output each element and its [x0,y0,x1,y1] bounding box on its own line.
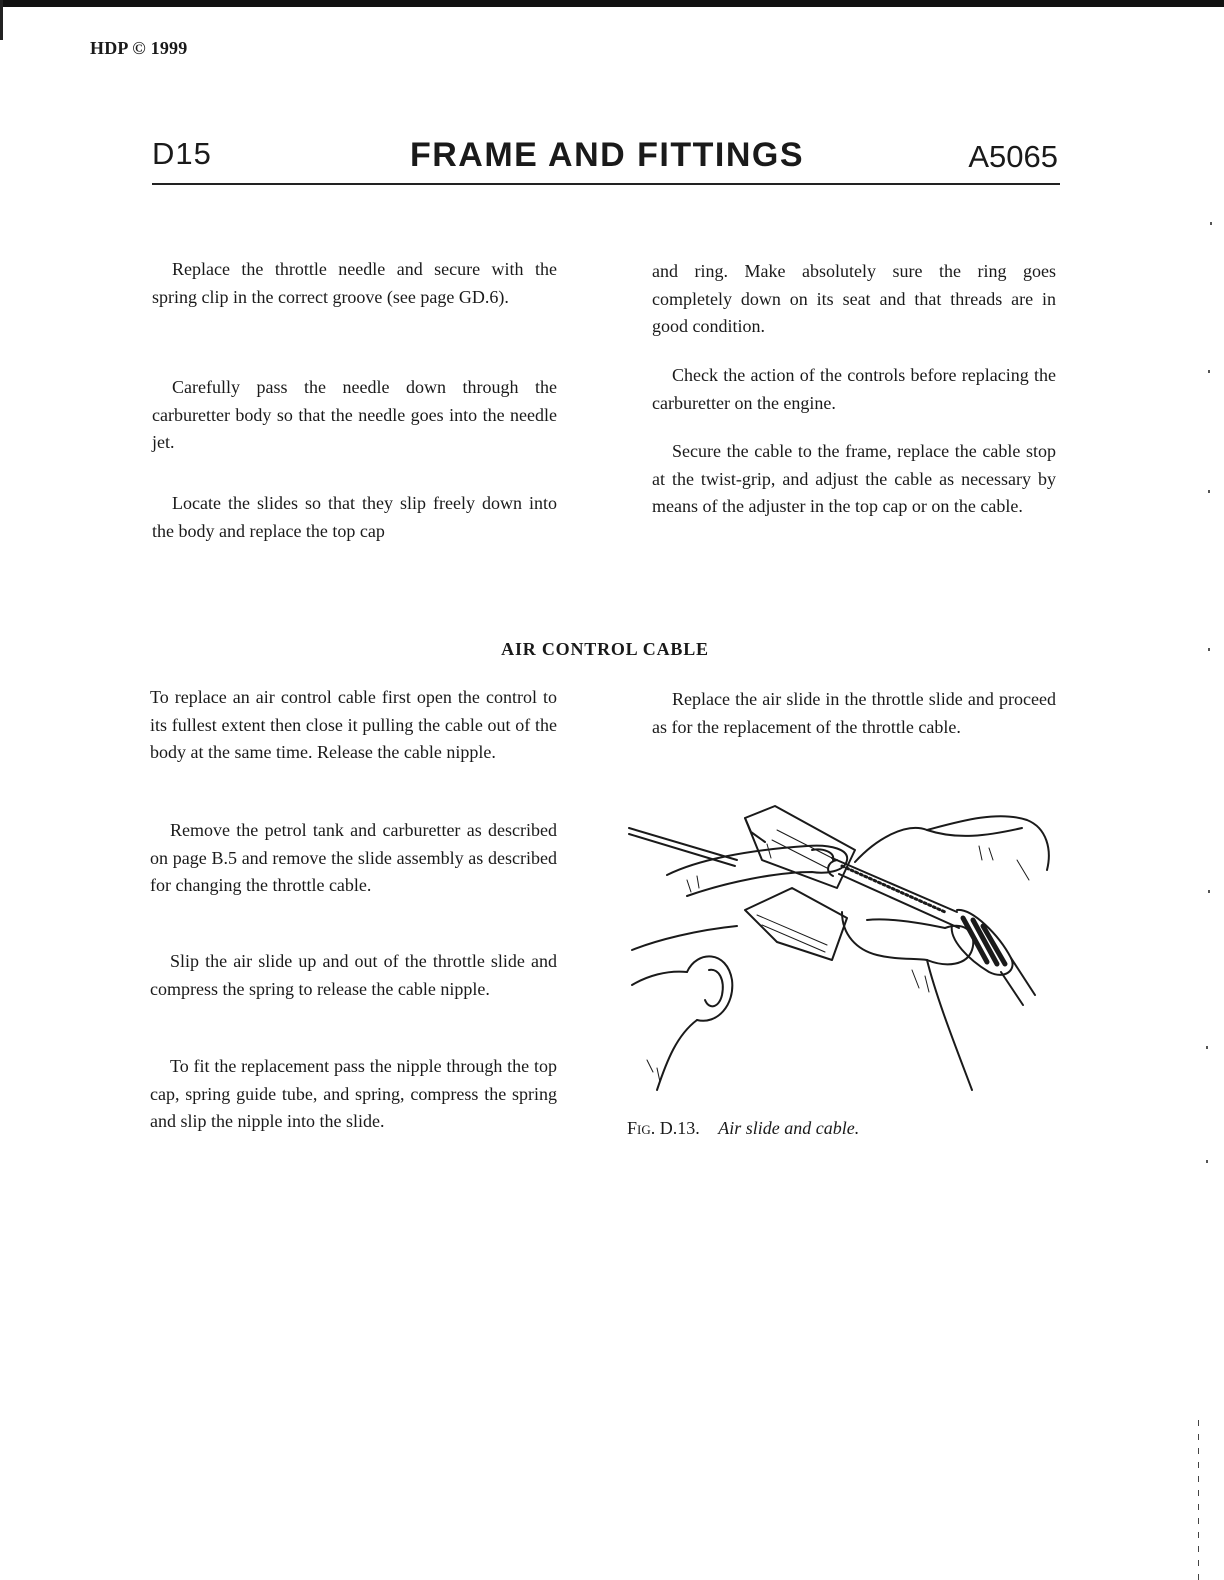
scan-speck [1208,490,1210,493]
paragraph: Replace the air slide in the throttle slide and proceed as for the replacement of the throttle cable. [652,689,1056,737]
paragraph: Remove the petrol tank and carburetter as described on page B.5 and remove the slide assembly as described for changing the throttle cable. [150,820,557,895]
section-code: D15 [152,136,212,171]
scan-border-left [0,0,3,40]
figure-number: Fig. D.13. [627,1118,700,1138]
paragraph: Replace the throttle needle and secure with the spring clip in the correct groove (see page GD.6). [152,259,557,307]
scan-speck [1210,222,1212,225]
figure-caption [627,1118,1117,1139]
scan-speck [1208,370,1210,373]
scan-border-top [0,0,1224,7]
scan-edge-line [1198,1420,1199,1580]
page-title: FRAME AND FITTINGS [409,136,805,174]
page-header [152,136,1058,182]
paragraph: To fit the replacement pass the nipple through the top cap, spring guide tube, and spring, compress the spring and slip the nipple into the slide. [150,1056,557,1131]
paragraph: Check the action of the controls before replacing the carburetter on the engine. [652,365,1056,413]
part-number: A5065 [968,139,1058,174]
air-slide-illustration [627,800,1057,1100]
header-rule [152,183,1060,185]
paragraph: Secure the cable to the frame, replace the cable stop at the twist-grip, and adjust the cable as necessary by means of the adjuster in the top cap or on the cable. [652,441,1056,516]
paragraph: To replace an air control cable first open the control to its fullest extent then close it pulling the cable out of the body at the same time. Release the cable nipple. [150,687,557,762]
paragraph: Slip the air slide up and out of the throttle slide and compress the spring to release the cable nipple. [150,951,557,999]
paragraph: Locate the slides so that they slip freely down into the body and replace the top cap [152,493,557,541]
scan-speck [1208,648,1210,651]
scan-speck [1206,1160,1208,1163]
scan-speck [1208,890,1210,893]
paragraph: Carefully pass the needle down through the carburetter body so that the needle goes into the needle jet. [152,377,557,452]
section-heading: AIR CONTROL CABLE [501,639,709,659]
figure-title: Air slide and cable. [718,1118,860,1138]
copyright-notice: HDP © 1999 [90,38,188,58]
scan-speck [1206,1046,1208,1049]
paragraph: and ring. Make absolutely sure the ring goes completely down on its seat and that threads are in good condition. [652,261,1056,336]
